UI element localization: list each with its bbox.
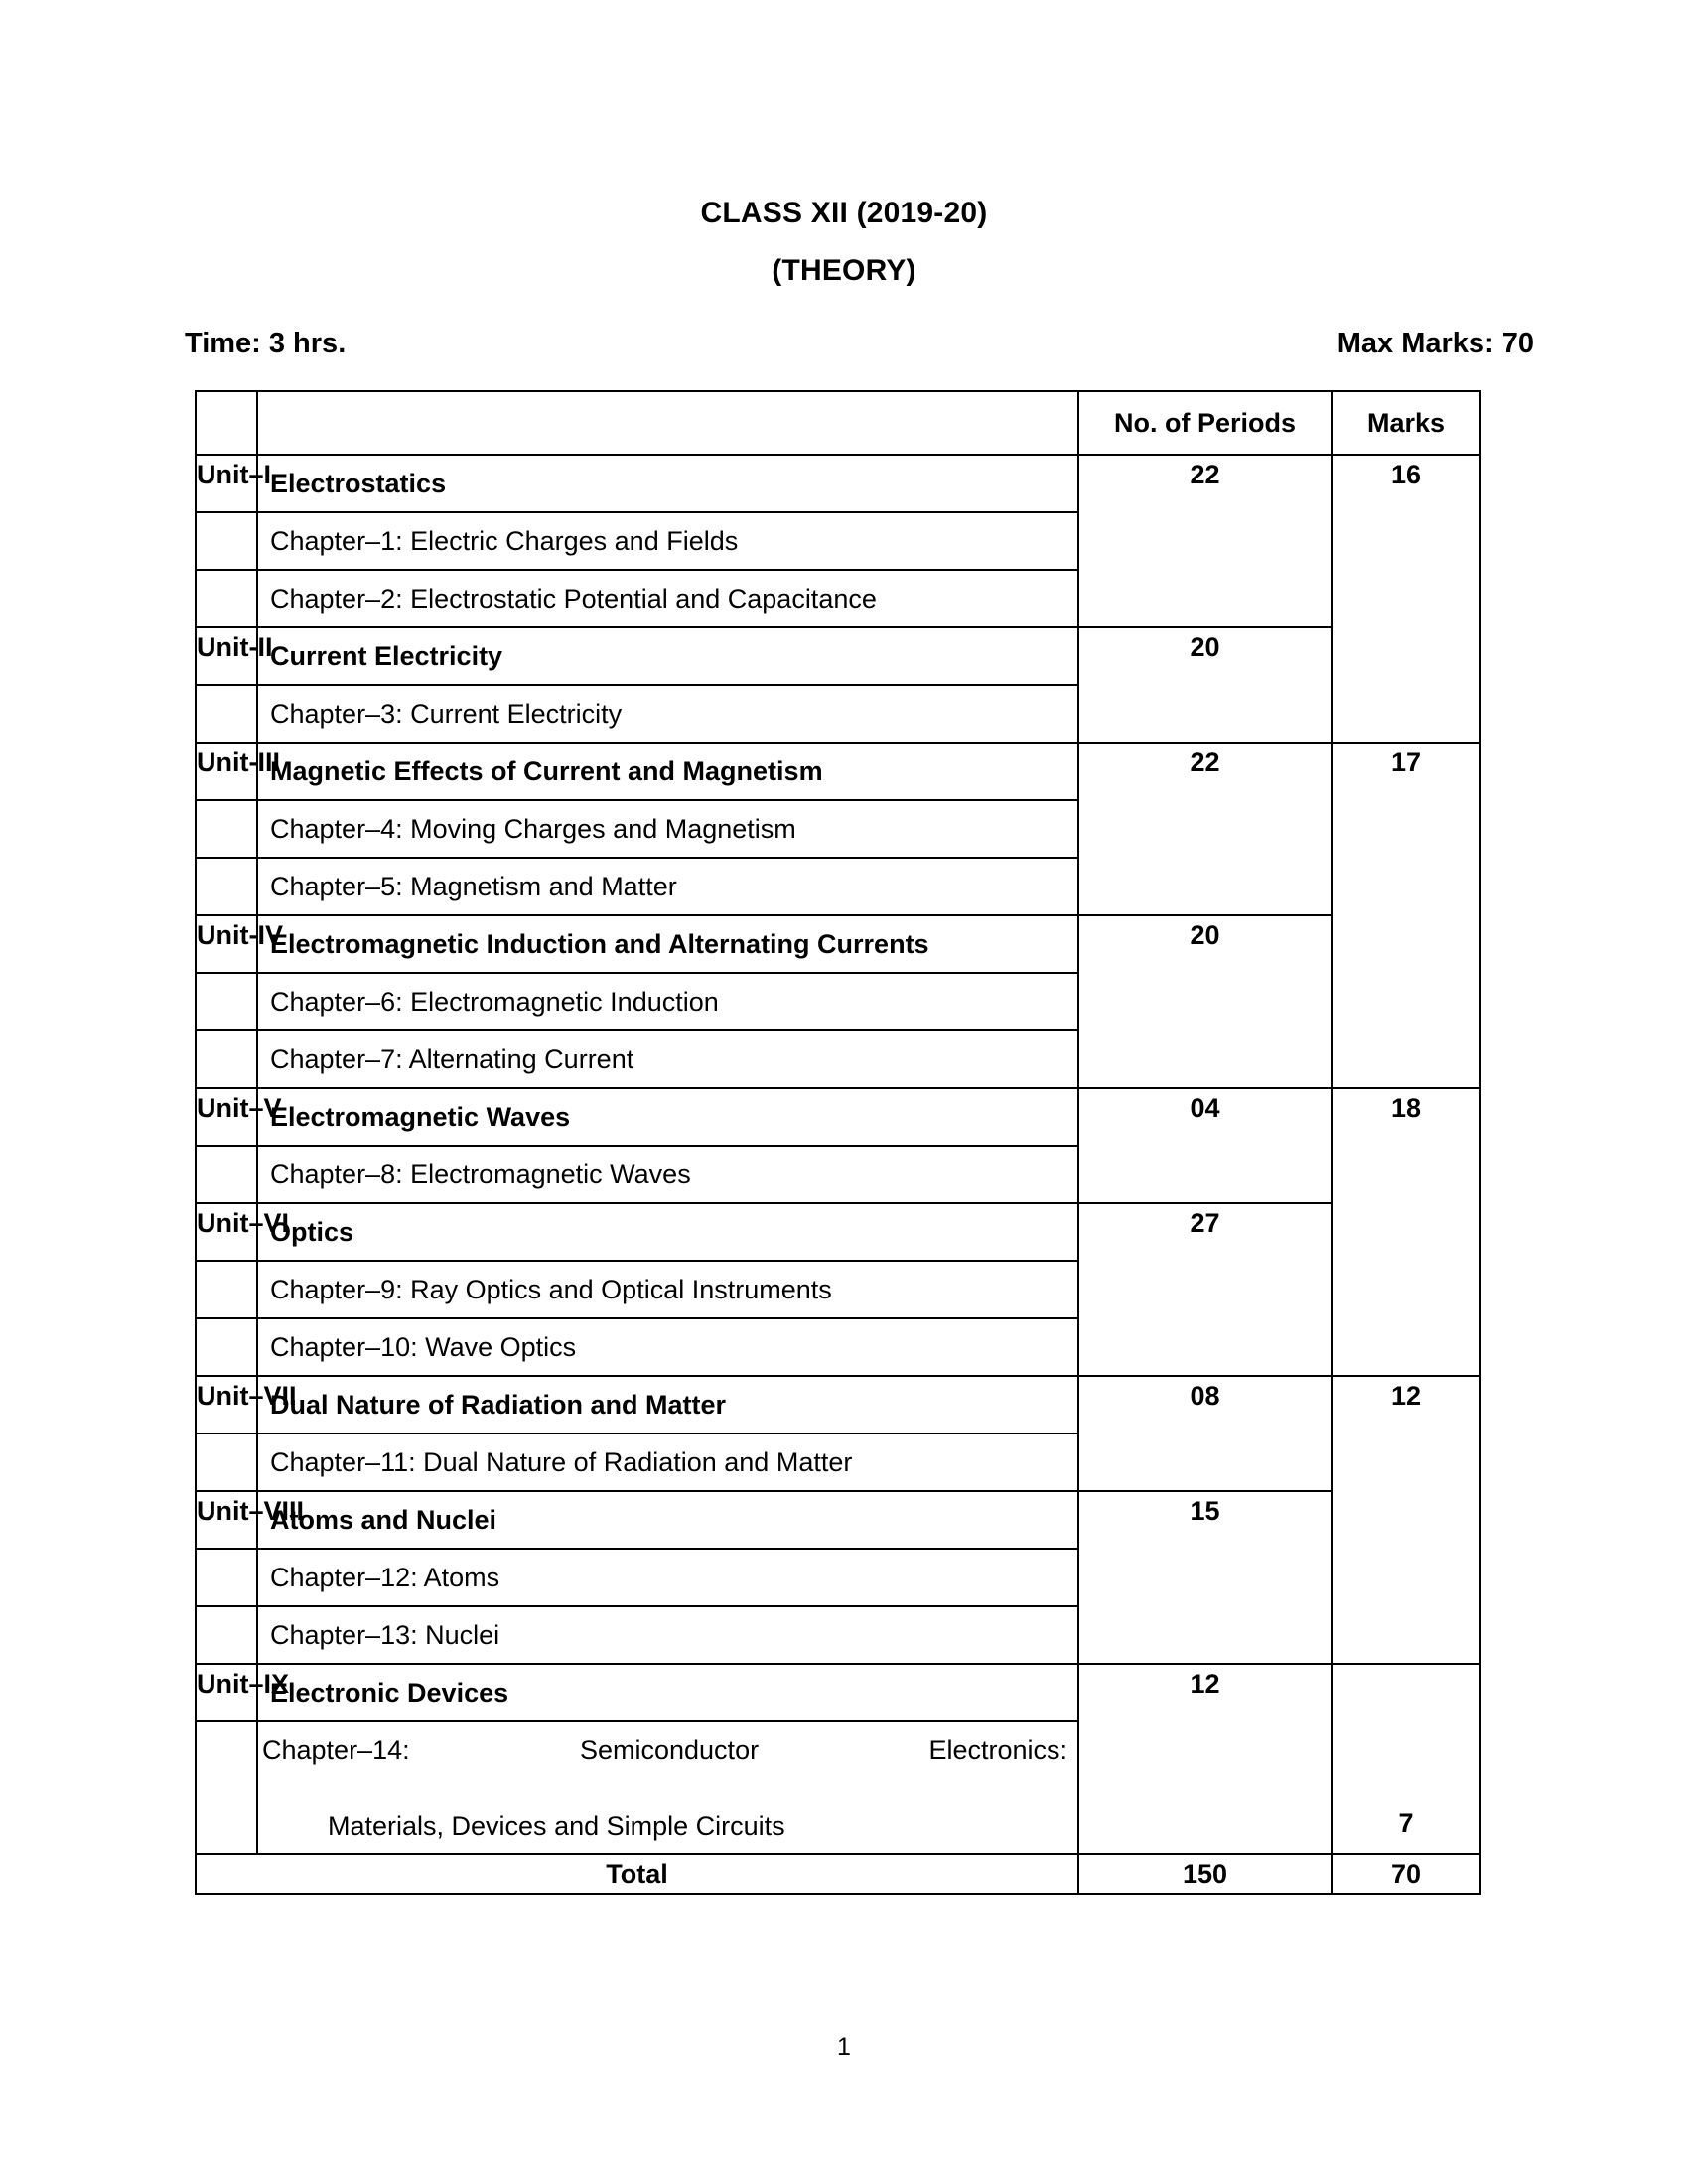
- table-row: [196, 627, 1480, 685]
- periods-value: 08: [1078, 1376, 1332, 1491]
- unit-title-cell: [257, 1491, 1078, 1549]
- chapter-cell: [257, 1433, 1078, 1491]
- chapter-title: Chapter–9: Ray Optics and Optical Instruments: [270, 1275, 832, 1304]
- total-periods: 150: [1078, 1854, 1332, 1894]
- chapter-cell: [257, 858, 1078, 915]
- unit-code-empty: [196, 570, 257, 627]
- exam-time: Time: 3 hrs.: [185, 328, 347, 359]
- unit-code-empty: [196, 512, 257, 570]
- unit-code: Unit-III: [196, 743, 257, 800]
- unit-code-empty: [196, 973, 257, 1030]
- unit-code-empty: [196, 1030, 257, 1088]
- chapter-title: Chapter–2: Electrostatic Potential and Capacitance: [270, 584, 877, 614]
- unit-code: Unit-II: [196, 627, 257, 685]
- chapter-title: Chapter–7: Alternating Current: [270, 1044, 634, 1074]
- table-row: [196, 1664, 1480, 1721]
- chapter-title: Chapter–10: Wave Optics: [270, 1332, 577, 1362]
- unit-title: Electromagnetic Induction and Alternating Currents: [270, 929, 929, 959]
- unit-title-cell: [257, 627, 1078, 685]
- table-total-row: [196, 1854, 1480, 1894]
- table-row: [196, 455, 1480, 512]
- unit-code-empty: [196, 1318, 257, 1376]
- chapter-cell: [257, 512, 1078, 570]
- unit-title: Electronic Devices: [270, 1678, 509, 1707]
- chapter-title: Chapter–8: Electromagnetic Waves: [270, 1160, 691, 1189]
- chapter-cell: [257, 1318, 1078, 1376]
- periods-value: 20: [1078, 627, 1332, 743]
- unit-code-empty: [196, 800, 257, 858]
- page-number: 1: [837, 2033, 851, 2061]
- chapter-title: Chapter–12: Atoms: [270, 1563, 500, 1592]
- total-marks: 70: [1332, 1854, 1480, 1894]
- marks-value: 12: [1332, 1376, 1480, 1664]
- unit-code-empty: [196, 685, 257, 743]
- chapter-title: Chapter–5: Magnetism and Matter: [270, 872, 677, 901]
- unit-title: Optics: [270, 1217, 354, 1247]
- unit-code-empty: [196, 1549, 257, 1606]
- table-row: [196, 1376, 1480, 1433]
- unit-title-cell: [257, 1664, 1078, 1721]
- unit-code-empty: [196, 858, 257, 915]
- table-row: [196, 1088, 1480, 1146]
- unit-code-empty: [196, 1606, 257, 1664]
- unit-code-empty: [196, 1146, 257, 1203]
- unit-code: Unit–IX: [196, 1664, 257, 1721]
- unit-title-cell: [257, 915, 1078, 973]
- unit-title: Electromagnetic Waves: [270, 1102, 571, 1132]
- chapter-cell: [257, 973, 1078, 1030]
- header-cell-unit: [196, 391, 257, 455]
- unit-code: Unit-IV: [196, 915, 257, 973]
- page-subtitle: (THEORY): [772, 254, 916, 287]
- unit-code: Unit–VII: [196, 1376, 257, 1433]
- table-header-row: [196, 391, 1480, 455]
- chapter-title: Chapter–1: Electric Charges and Fields: [270, 526, 739, 556]
- unit-title: Magnetic Effects of Current and Magnetism: [270, 756, 823, 786]
- unit-title: Electrostatics: [270, 469, 447, 498]
- unit-code: Unit–I: [196, 455, 257, 512]
- periods-value: 22: [1078, 455, 1332, 627]
- chapter14-line-1: Chapter–14: Semiconductor Electronics:: [262, 1735, 1067, 1765]
- exam-max-marks: Max Marks: 70: [1336, 328, 1534, 359]
- chapter-title: Chapter–6: Electromagnetic Induction: [270, 987, 719, 1017]
- unit-code: Unit–VIII: [196, 1491, 257, 1549]
- unit-code-empty: [196, 1433, 257, 1491]
- unit-code: Unit–V: [196, 1088, 257, 1146]
- marks-value: 7: [1332, 1664, 1480, 1854]
- chapter-title: Chapter–13: Nuclei: [270, 1620, 500, 1650]
- unit-code-empty: [196, 1261, 257, 1318]
- unit-title-cell: [257, 1376, 1078, 1433]
- chapter-title-justified: [258, 1722, 1077, 1853]
- unit-code-empty: [196, 1721, 257, 1854]
- marks-value: 17: [1332, 743, 1480, 1088]
- chapter-cell: [257, 1606, 1078, 1664]
- page-title: CLASS XII (2019-20): [700, 197, 988, 229]
- unit-title-cell: [257, 1203, 1078, 1261]
- table-row: [196, 915, 1480, 973]
- document-header: [0, 0, 1688, 300]
- periods-value: 12: [1078, 1664, 1332, 1854]
- table-row: [196, 743, 1480, 800]
- header-marks-label: Marks: [1366, 408, 1446, 438]
- unit-title: Dual Nature of Radiation and Matter: [270, 1390, 727, 1420]
- chapter-cell: [257, 1721, 1078, 1854]
- header-cell-topic: [257, 391, 1078, 455]
- marks-value: 16: [1332, 455, 1480, 743]
- syllabus-table: [195, 390, 1481, 1895]
- periods-value: 15: [1078, 1491, 1332, 1664]
- unit-title-cell: [257, 1088, 1078, 1146]
- chapter-cell: [257, 1549, 1078, 1606]
- header-periods-label: No. of Periods: [1113, 408, 1296, 438]
- chapter-title: Chapter–3: Current Electricity: [270, 699, 623, 729]
- periods-value: 20: [1078, 915, 1332, 1088]
- table-row: [196, 1491, 1480, 1549]
- periods-value: 22: [1078, 743, 1332, 915]
- chapter-cell: [257, 570, 1078, 627]
- header-cell-periods: [1078, 391, 1332, 455]
- chapter-cell: [257, 1261, 1078, 1318]
- unit-code: Unit–VI: [196, 1203, 257, 1261]
- chapter-cell: [257, 685, 1078, 743]
- unit-title: Atoms and Nuclei: [270, 1505, 497, 1535]
- chapter-title: Chapter–11: Dual Nature of Radiation and Matter: [270, 1447, 853, 1477]
- chapter-cell: [257, 1030, 1078, 1088]
- header-cell-marks: [1332, 391, 1480, 455]
- exam-meta-row: [185, 328, 1534, 360]
- marks-value: 18: [1332, 1088, 1480, 1376]
- table-row: [196, 1203, 1480, 1261]
- total-label: Total: [196, 1854, 1078, 1894]
- unit-title-cell: [257, 455, 1078, 512]
- chapter14-line-2: Materials, Devices and Simple Circuits: [328, 1811, 785, 1841]
- unit-title-cell: [257, 743, 1078, 800]
- periods-value: 27: [1078, 1203, 1332, 1376]
- chapter-cell: [257, 800, 1078, 858]
- unit-title: Current Electricity: [270, 641, 503, 671]
- chapter-cell: [257, 1146, 1078, 1203]
- chapter-title: Chapter–4: Moving Charges and Magnetism: [270, 814, 796, 844]
- periods-value: 04: [1078, 1088, 1332, 1203]
